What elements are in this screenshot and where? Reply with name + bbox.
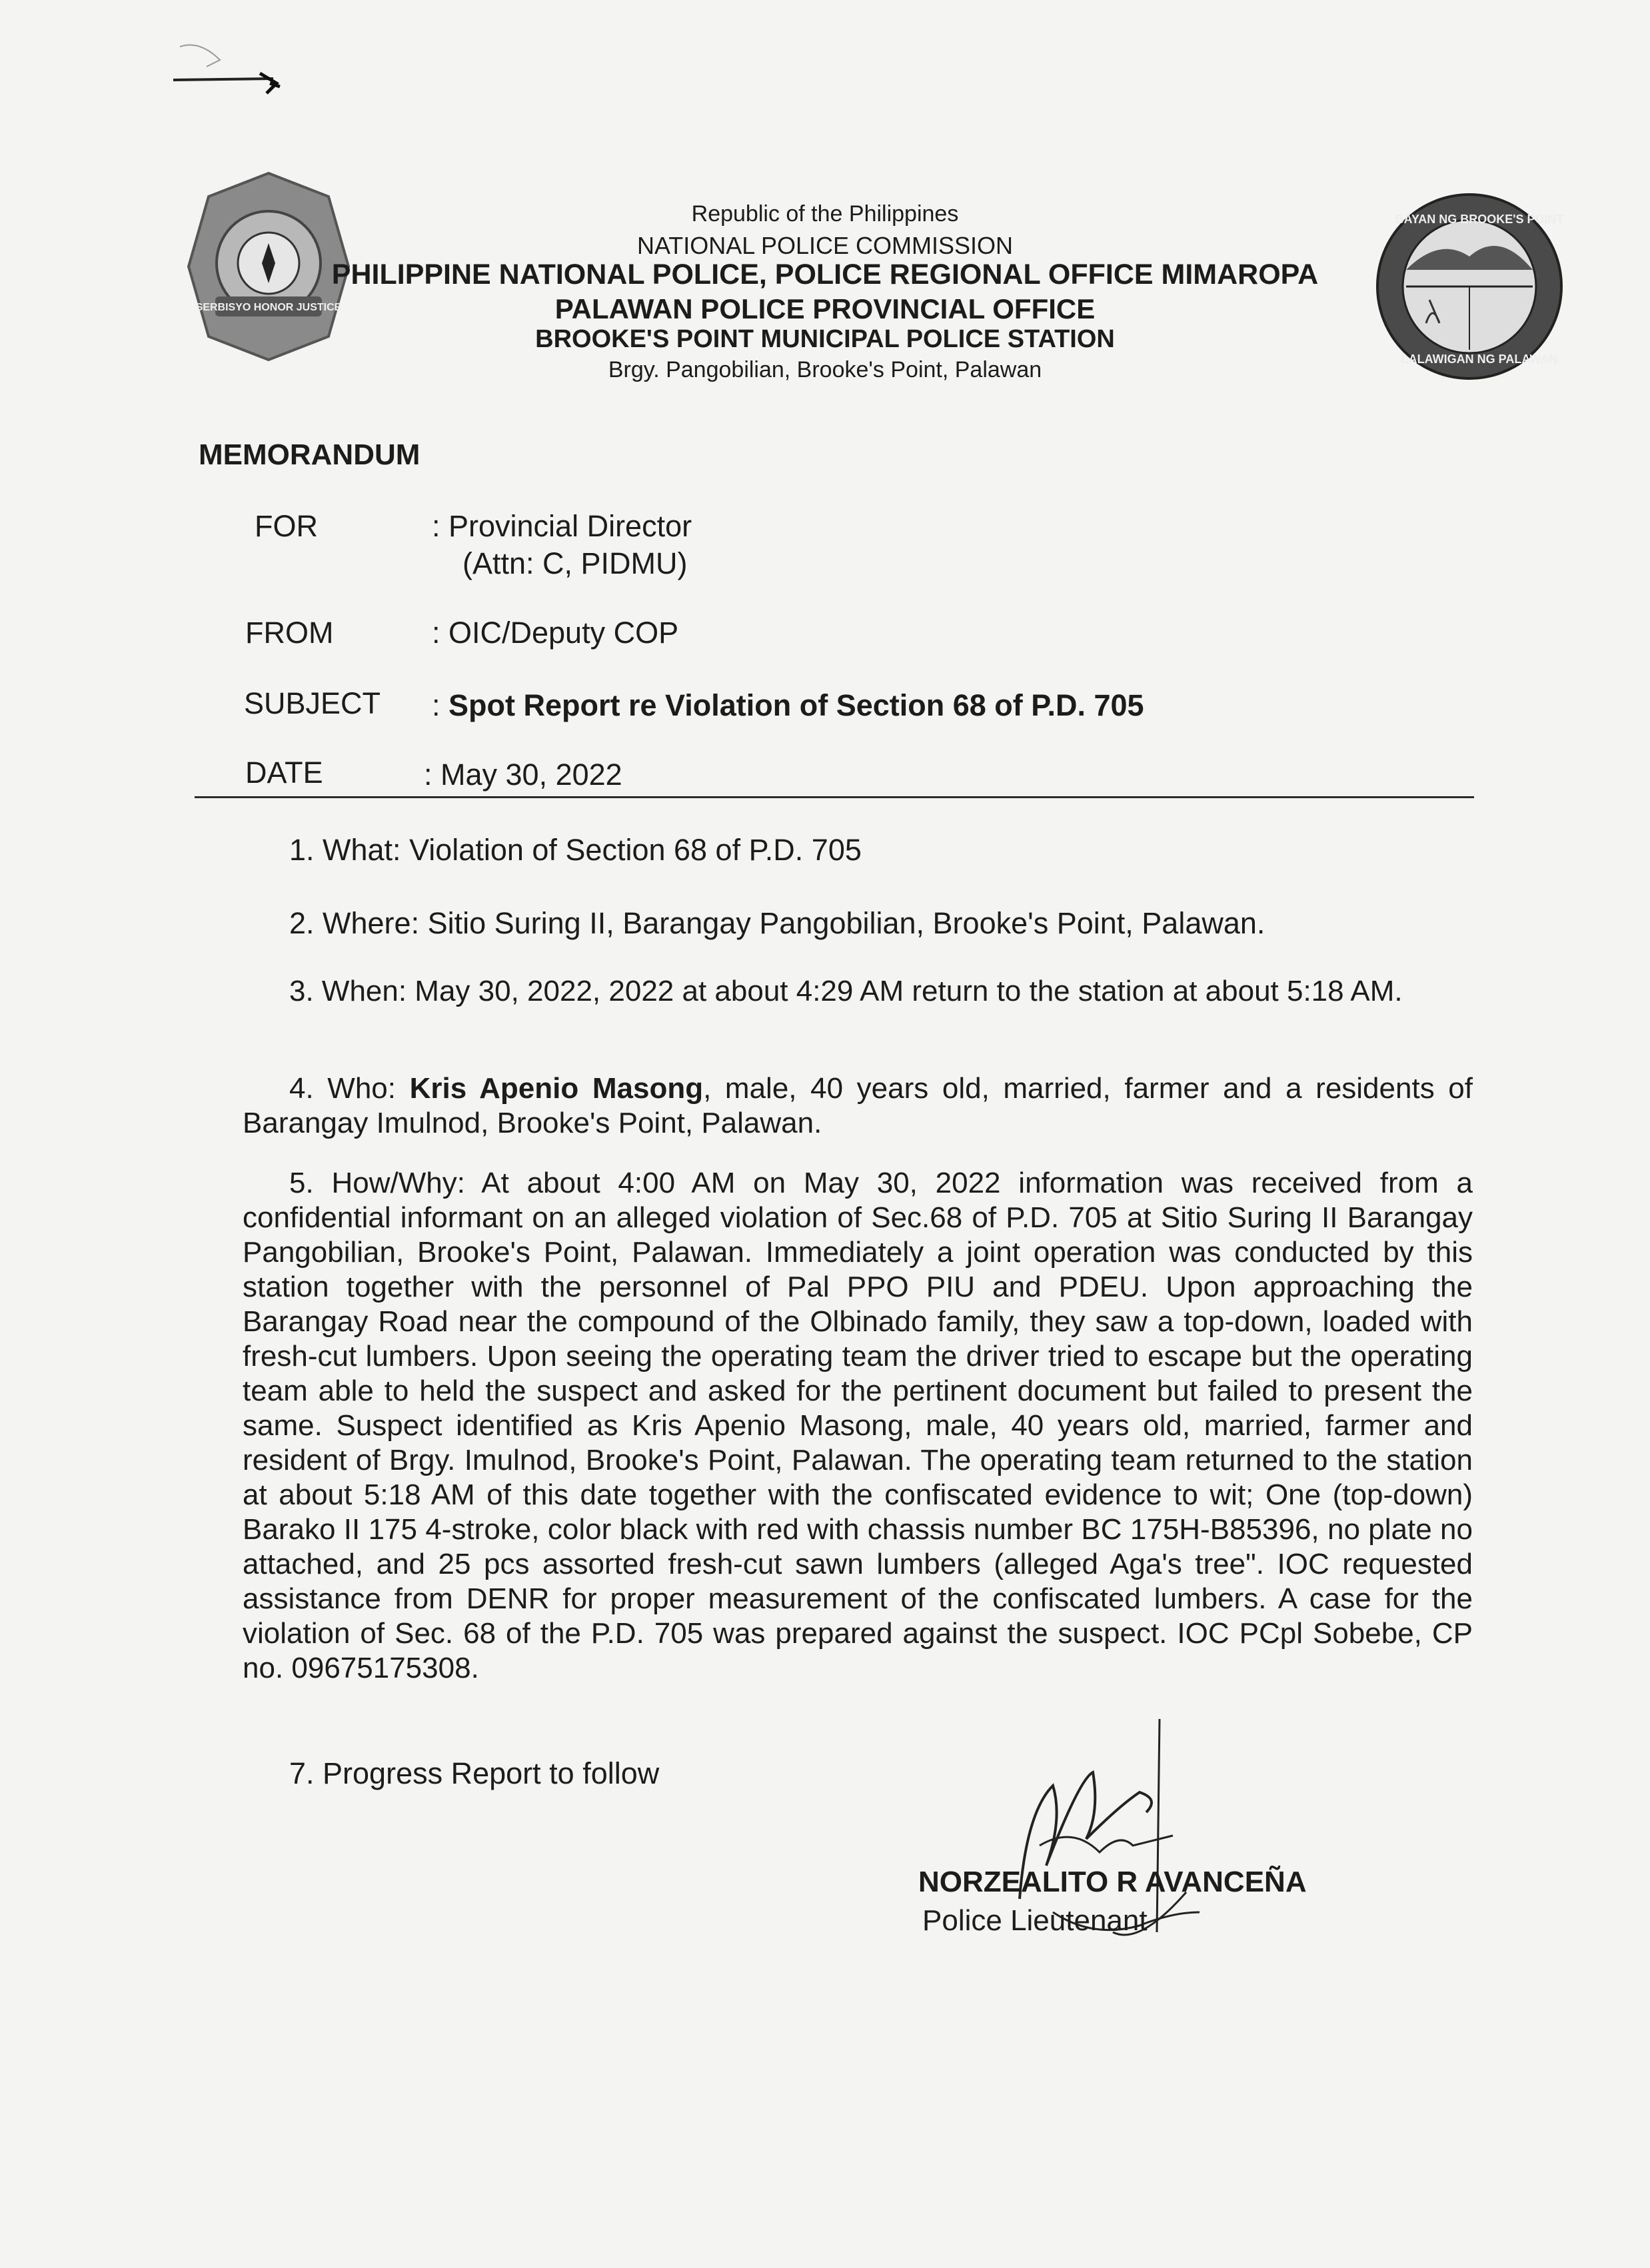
svg-text:SERBISYO HONOR JUSTICE: SERBISYO HONOR JUSTICE (195, 302, 342, 313)
for-value: : Provincial Director (432, 509, 692, 543)
memo-title: MEMORANDUM (199, 438, 420, 471)
item-who: 4. Who: Kris Apenio Masong, male, 40 years old, married, farmer and a residents of Barangay Imulnod, Brooke's Point, Palawan. (243, 1072, 1473, 1139)
item-progress-report: 7. Progress Report to follow (289, 1756, 660, 1790)
from-value: : OIC/Deputy COP (432, 616, 679, 650)
header-line-provincial-office: PALAWAN POLICE PROVINCIAL OFFICE (554, 293, 1096, 324)
handwritten-mark (160, 20, 293, 93)
item-where: 2. Where: Sitio Suring II, Barangay Pangobilian, Brooke's Point, Palawan. (289, 906, 1265, 940)
subject-value: : Spot Report re Violation of Section 68 of P.D. 705 (432, 688, 1144, 722)
header-line-napolcom: NATIONAL POLICE COMMISSION (636, 232, 1014, 259)
for-attention: (Attn: C, PIDMU) (462, 546, 688, 580)
for-label: FOR (255, 509, 318, 543)
item-what: 1. What: Violation of Section 68 of P.D. 705 (289, 833, 862, 867)
header-divider (195, 796, 1474, 798)
header-line-pnp-regional: PHILIPPINE NATIONAL POLICE, POLICE REGIONAL OFFICE MIMAROPA (331, 259, 1319, 290)
item-when: 3. When: May 30, 2022, 2022 at about 4:29 AM return to the station at about 5:18 AM. (289, 975, 1403, 1007)
svg-text:LALAWIGAN NG PALAWAN: LALAWIGAN NG PALAWAN (1401, 352, 1558, 366)
header-line-municipal-station: BROOKE'S POINT MUNICIPAL POLICE STATION (535, 325, 1115, 353)
header-line-address: Brgy. Pangobilian, Brooke's Point, Palawan (608, 357, 1042, 382)
header-line-republic: Republic of the Philippines (691, 201, 959, 227)
svg-text:BAYAN NG BROOKE'S POINT: BAYAN NG BROOKE'S POINT (1395, 213, 1564, 226)
item-how-why: 5. How/Why: At about 4:00 AM on May 30, 2022 information was received from a confidential informant on an alleged violation of Sec.68 of P.D. 705 at Sitio Suring II Barangay Pangobilian, Brooke's Point, Palawan. Immediately a joint operation was conducted by this station together with the personnel of Pal PPO PIU and PDEU. Upon approaching the Barangay Road near the compound of the Olbinado family, they saw a top-down, loaded with fresh-cut lumbers. Upon seeing the operating team the driver tried to escape but the operating team able to held the suspect and asked for the pertinent document but failed to present the same. Suspect identified as Kris Apenio Masong, male, 40 years old, married, farmer and resident of Brgy. Imulnod, Brooke's Point, Palawan. The operating team returned to the station at about 5:18 AM of this date together with the confiscated evidence to wit; One (top-down) Barako II 175 4-stroke, color black with red with chassis number BC 175H-B85396, no plate no attached, and 25 pcs assorted fresh-cut sawn lumbers (alleged Aga's tree". IOC requested assistance from DENR for proper measurement of the confiscated lumbers. A case for the violation of Sec. 68 of the P.D. 705 was prepared against the suspect. IOC PCpl Sobebe, CP no. 09675175308. (243, 1167, 1473, 1684)
date-label: DATE (245, 756, 323, 790)
subject-label: SUBJECT (244, 686, 381, 720)
signatory-name: NORZEALITO R AVANCEÑA (918, 1866, 1307, 1898)
date-value: : May 30, 2022 (424, 758, 622, 792)
from-label: FROM (245, 616, 334, 650)
signatory-rank: Police Lieutenant (922, 1904, 1148, 1937)
